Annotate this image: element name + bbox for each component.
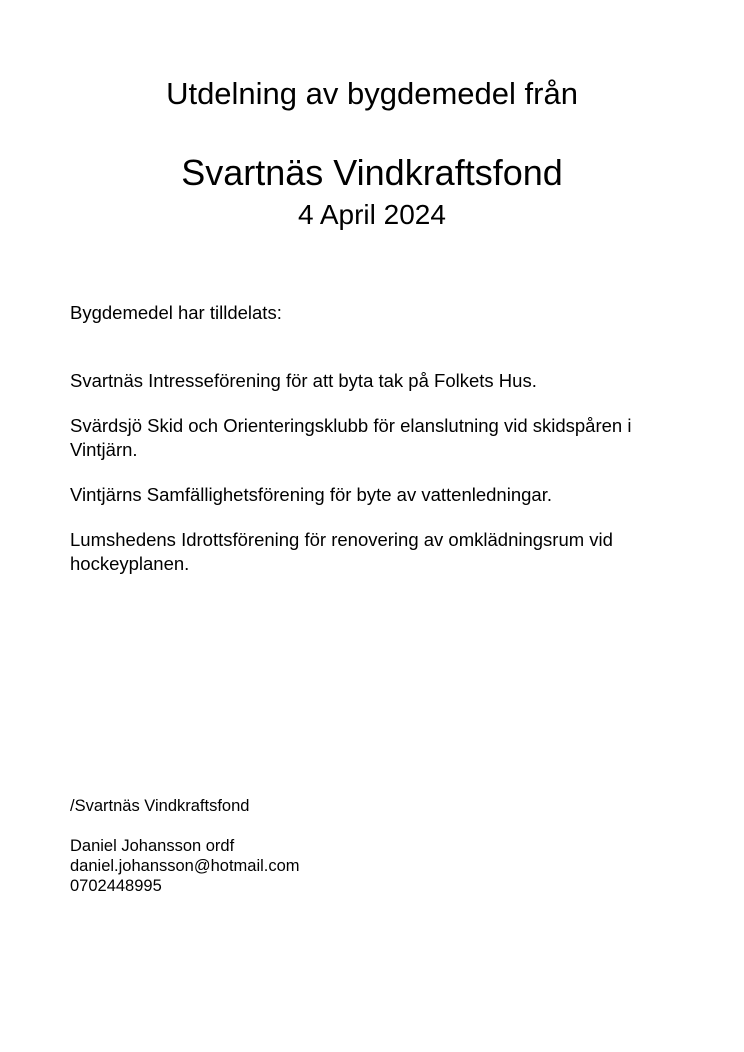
signature-organization: /Svartnäs Vindkraftsfond xyxy=(70,797,250,815)
signature-email: daniel.johansson@hotmail.com xyxy=(70,857,300,875)
grant-item: Lumshedens Idrottsförening för renovering av omklädningsrum vid hockeyplanen. xyxy=(70,529,613,574)
grant-list xyxy=(70,369,690,597)
grant-item: Svärdsjö Skid och Orienteringsklubb för elanslutning vid skidspåren i Vintjärn. xyxy=(70,415,632,460)
grant-item: Vintjärns Samfällighetsförening för byte av vattenledningar. xyxy=(70,484,552,505)
signature-block xyxy=(70,796,570,896)
signature-phone: 0702448995 xyxy=(70,877,162,895)
grant-item: Svartnäs Intresseförening för att byta tak på Folkets Hus. xyxy=(70,370,537,391)
signature-name: Daniel Johansson ordf xyxy=(70,837,235,855)
page-title: Utdelning av bygdemedel från xyxy=(166,76,578,111)
document-date: 4 April 2024 xyxy=(298,199,446,230)
fund-name-title: Svartnäs Vindkraftsfond xyxy=(181,152,563,193)
intro-text: Bygdemedel har tilldelats: xyxy=(70,302,282,323)
